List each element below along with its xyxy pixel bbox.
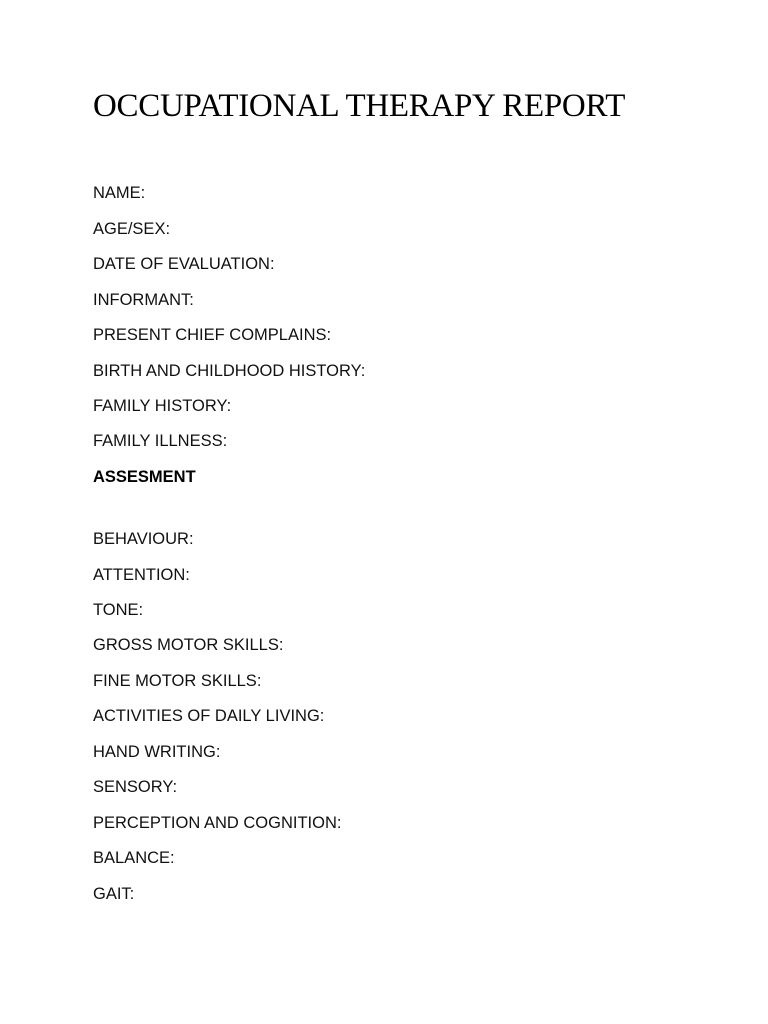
field-family-history-label: FAMILY HISTORY: [93, 397, 232, 415]
field-birth-childhood-history-label: BIRTH AND CHILDHOOD HISTORY: [93, 362, 366, 380]
field-present-chief-complains-label: PRESENT CHIEF COMPLAINS: [93, 326, 332, 344]
field-gait-label: GAIT: [93, 885, 135, 903]
field-date-of-evaluation-label: DATE OF EVALUATION: [93, 255, 275, 273]
field-informant-label: INFORMANT: [93, 291, 194, 309]
field-sensory-label: SENSORY: [93, 778, 178, 796]
field-age-sex-label: AGE/SEX: [93, 220, 171, 238]
field-perception-cognition-label: PERCEPTION AND COGNITION: [93, 814, 342, 832]
field-gross-motor-skills-label: GROSS MOTOR SKILLS: [93, 636, 284, 654]
field-hand-writing-label: HAND WRITING: [93, 743, 221, 761]
field-attention-label: ATTENTION: [93, 566, 190, 584]
field-name-label: NAME: [93, 184, 146, 202]
field-activities-of-daily-living-label: ACTIVITIES OF DAILY LIVING: [93, 707, 325, 725]
assessment-heading: ASSESMENT [93, 468, 196, 486]
field-fine-motor-skills-label: FINE MOTOR SKILLS: [93, 672, 262, 690]
document-title: OCCUPATIONAL THERAPY REPORT [93, 88, 626, 124]
field-balance-label: BALANCE: [93, 849, 175, 867]
field-family-illness-label: FAMILY ILLNESS: [93, 432, 228, 450]
field-tone-label: TONE: [93, 601, 144, 619]
field-behaviour-label: BEHAVIOUR: [93, 530, 194, 548]
